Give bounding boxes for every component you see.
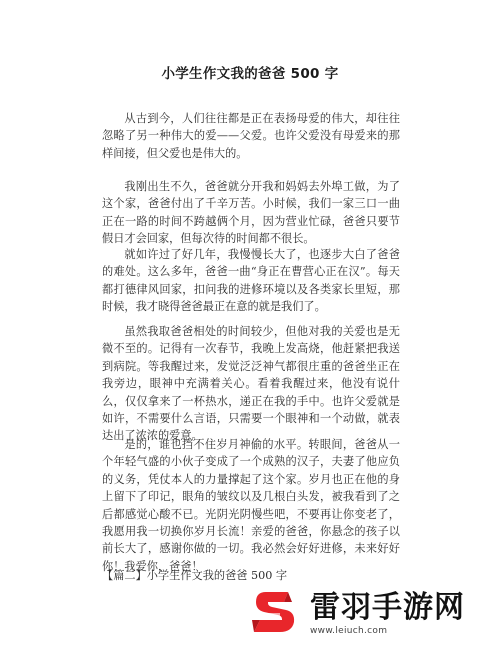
site-watermark (248, 582, 498, 644)
document-title: 小学生作文我的爸爸 500 字 (161, 66, 339, 82)
watermark-text (310, 591, 465, 636)
paragraph-3: 就如许过了好几年，我慢慢长大了，也逐步大白了爸爸的难处。这么多年，爸爸一曲“身正在曹营心正在汉”。每天都打德律风回家，扣问我的进修环境以及各类家长里短，那时候，我才晓得爸爸最正在意的就是我们了。 (102, 248, 400, 314)
paragraph-1: 从古到今，人们往往都是正在表扬母爱的伟大，却往往忽略了另一种伟大的爱——父爱。也许父爱没有母爱来的那样间接，但父爱也是伟大的。 (102, 112, 400, 160)
section-heading: 【篇二】小学生作文我的爸爸 500 字 (102, 569, 288, 582)
site-name: 雷羽手游网 (310, 589, 465, 625)
paragraph-5: 是的，谁也挡不住岁月神偷的水平。转眼间，爸爸从一个年轻气盛的小伙子变成了一个成熟的汉子，夫妻了他应负的义务，凭仗本人的力量撑起了这个家。岁月也正在他的身上留下了印记，眼角的皱纹以及几根白头发，被我看到了之后都感觉心酸不已。光阴光阴慢些吧，不要再让你变老了，我愿用我一切换你岁月长流！亲爱的爸爸，你悬念的孩子以前长大了，感谢你做的一切。我必然会好好进修，未来好好你！我爱你，爸爸！ (102, 438, 400, 573)
paragraph-2: 我刚出生不久，爸爸就分开我和妈妈去外埠工做，为了这个家，爸爸付出了千辛万苦。小时候，我们一家三口一曲正在一路的时间不跨越俩个月，因为营业忙碌，爸爸只要节假日才会回家，但每次待的时间都不很长。 (102, 180, 400, 246)
paragraph-4: 虽然我取爸爸相处的时间较少，但他对我的关爱也是无微不至的。记得有一次春节，我晚上发高烧，他赶紧把我送到病院。等我醒过来，发觉泛泛神气都很庄重的爸爸坐正在我旁边，眼神中充满着关心。看着我醒过来，他没有说什么，仅仅拿来了一杯热水，递正在我的手中。也许父爱就是如许，不需要什么言语，只需要一个眼神和一个动做，就表达出了浓浓的爱意。 (102, 325, 400, 443)
site-url: www.leiuch.com (310, 625, 388, 636)
site-logo-icon (248, 586, 302, 640)
